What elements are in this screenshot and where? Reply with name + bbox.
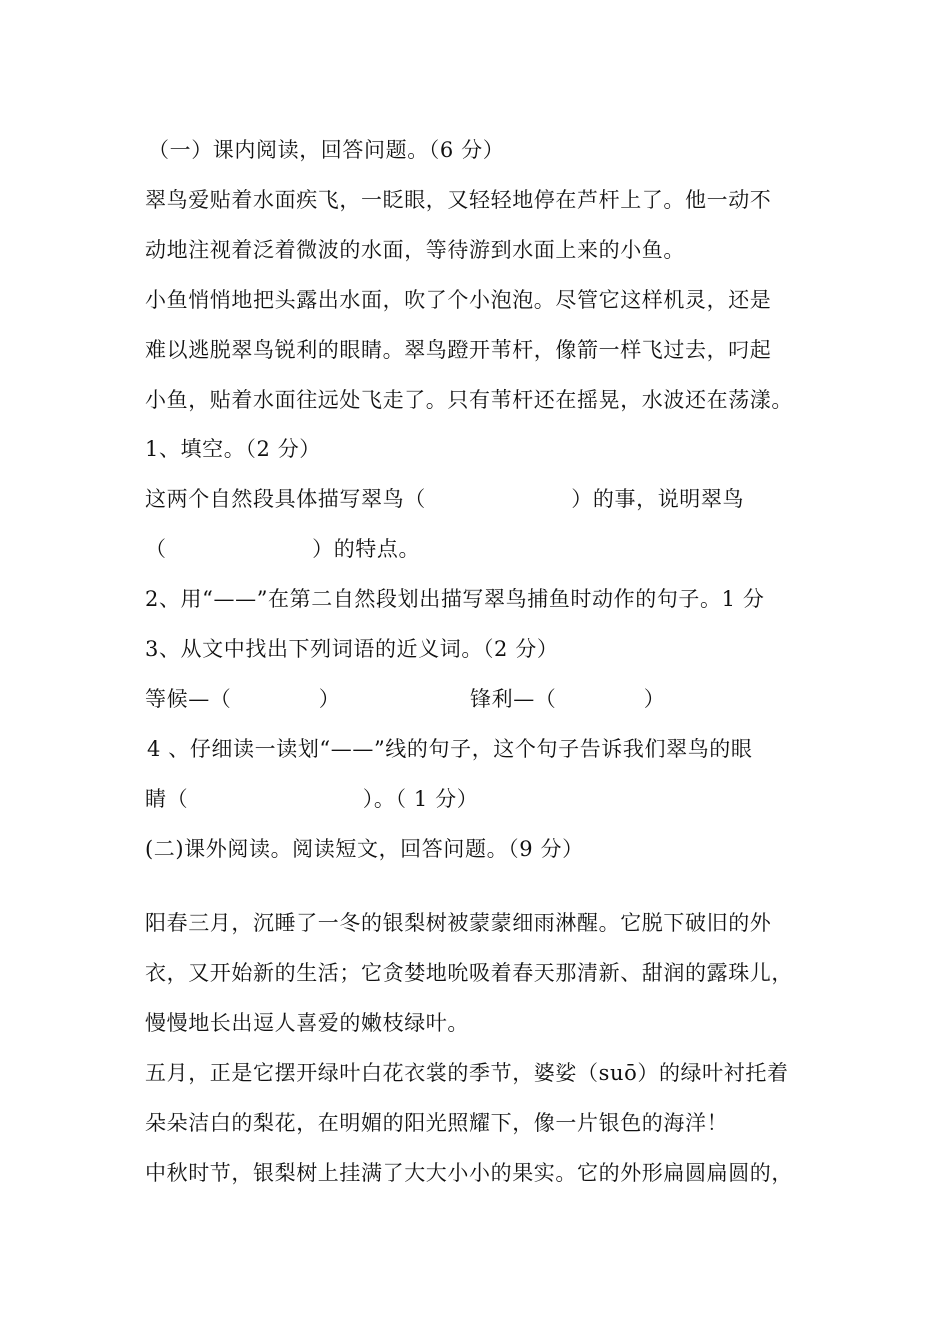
- question-1-title: 1、填空。（2 分）: [145, 437, 321, 461]
- section-2-heading: (二)课外阅读。阅读短文，回答问题。（9 分）: [145, 837, 584, 861]
- question-1-line-1: 这两个自然段具体描写翠鸟（ ）的事，说明翠鸟: [145, 487, 745, 511]
- passage-1-line-1: 翠鸟爱贴着水面疾飞，一眨眼，又轻轻地停在芦杆上了。他一动不: [145, 188, 772, 212]
- question-4-line-1: 4 、仔细读一读划“——”线的句子，这个句子告诉我们翠鸟的眼: [147, 737, 753, 761]
- passage-1-line-3: 小鱼悄悄地把头露出水面，吹了个小泡泡。尽管它这样机灵，还是: [145, 288, 772, 312]
- question-4-line-2: 睛（ ）。（ 1 分）: [145, 787, 479, 811]
- passage-2-line-5: 朵朵洁白的梨花，在明媚的阳光照耀下，像一片银色的海洋！: [145, 1111, 729, 1135]
- question-1-line-2: （ ）的特点。: [145, 537, 421, 561]
- passage-1-line-2: 动地注视着泛着微波的水面，等待游到水面上来的小鱼。: [145, 238, 685, 262]
- passage-2-line-4: 五月，正是它摆开绿叶白花衣裳的季节，婆娑（suō）的绿叶衬托着: [145, 1061, 789, 1085]
- section-1-heading: （一）课内阅读，回答问题。（6 分）: [148, 138, 505, 162]
- passage-2-line-6: 中秋时节，银梨树上挂满了大大小小的果实。它的外形扁圆扁圆的，: [145, 1161, 793, 1185]
- question-2: 2、用“——”在第二自然段划出描写翠鸟捕鱼时动作的句子。1 分: [145, 587, 765, 611]
- passage-2-line-3: 慢慢地长出逗人喜爱的嫩枝绿叶。: [145, 1011, 469, 1035]
- question-3-left-blank: 等候—（ ）: [145, 687, 341, 711]
- passage-2-line-2: 衣，又开始新的生活；它贪婪地吮吸着春天那清新、甜润的露珠儿，: [145, 961, 793, 985]
- passage-1-line-5: 小鱼，贴着水面往远处飞走了。只有苇杆还在摇晃，水波还在荡漾。: [145, 388, 793, 412]
- question-3-right-blank: 锋利—（ ）: [470, 687, 666, 711]
- question-3-title: 3、从文中找出下列词语的近义词。（2 分）: [145, 637, 559, 661]
- passage-1-line-4: 难以逃脱翠鸟锐利的眼睛。翠鸟蹬开苇杆，像箭一样飞过去，叼起: [145, 338, 772, 362]
- passage-2-line-1: 阳春三月，沉睡了一冬的银梨树被蒙蒙细雨淋醒。它脱下破旧的外: [145, 911, 772, 935]
